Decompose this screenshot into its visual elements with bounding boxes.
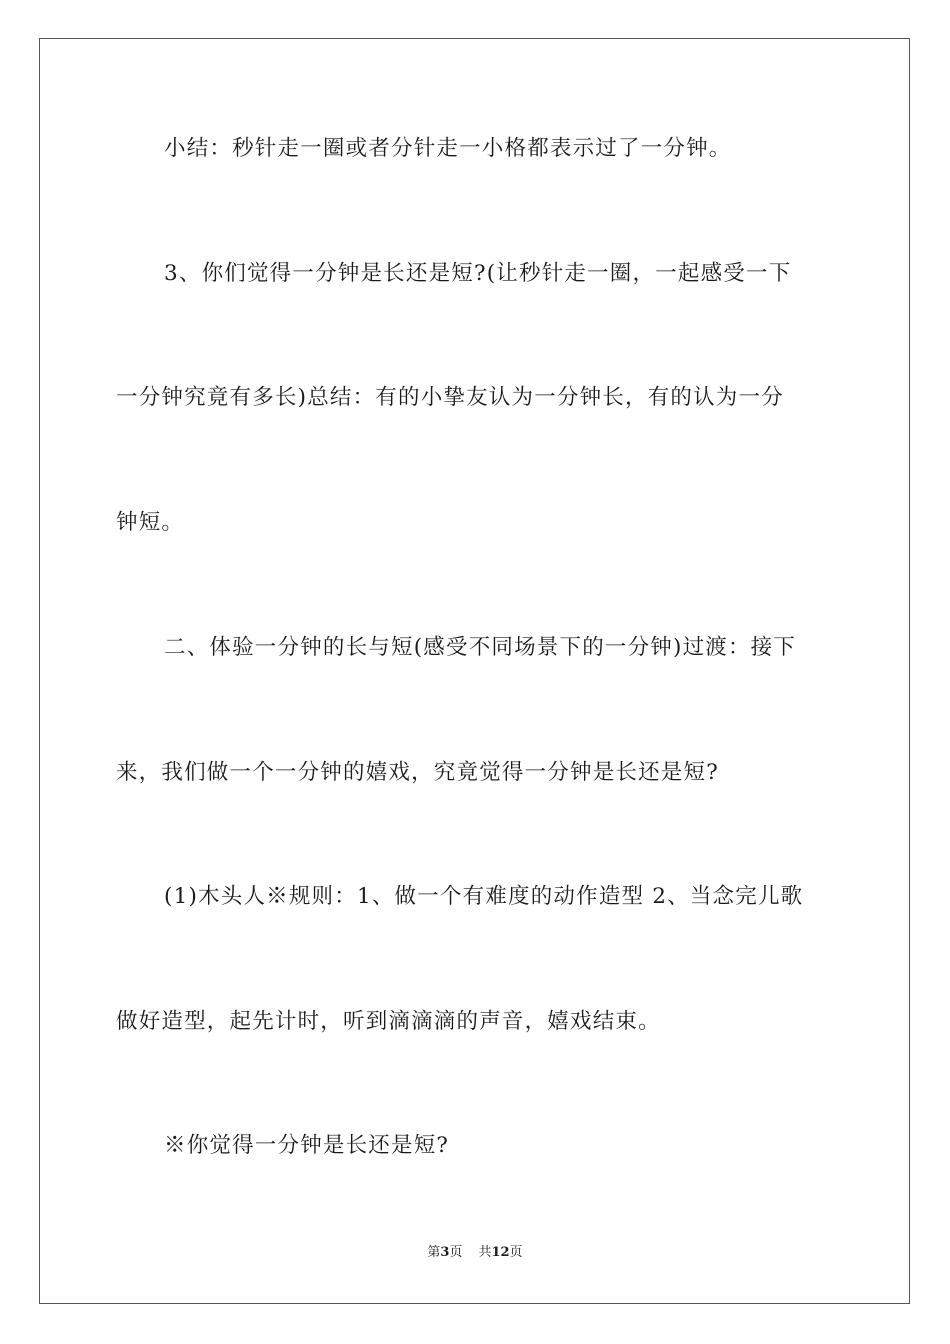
paragraph-line-7: (1)木头人※规则：1、做一个有难度的动作造型 2、当念完儿歌 bbox=[164, 884, 804, 909]
paragraph-line-9: ※你觉得一分钟是长还是短? bbox=[164, 1133, 450, 1158]
paragraph-line-1: 小结：秒针走一圈或者分针走一小格都表示过了一分钟。 bbox=[164, 136, 732, 161]
page-border bbox=[39, 38, 910, 1304]
page-prefix: 第 bbox=[427, 1245, 441, 1260]
page-suffix: 页 bbox=[449, 1245, 463, 1260]
page-total: 12 bbox=[491, 1245, 510, 1260]
paragraph-line-5: 二、体验一分钟的长与短(感受不同场景下的一分钟)过渡：接下 bbox=[164, 635, 797, 660]
page-footer bbox=[0, 1244, 950, 1262]
paragraph-line-6: 来，我们做一个一分钟的嬉戏，究竟觉得一分钟是长还是短? bbox=[116, 760, 719, 785]
paragraph-line-8: 做好造型，起先计时，听到滴滴滴的声音，嬉戏结束。 bbox=[116, 1009, 661, 1034]
paragraph-line-4: 钟短。 bbox=[116, 510, 185, 535]
total-prefix: 共 bbox=[478, 1245, 492, 1260]
paragraph-line-2: 3、你们觉得一分钟是长还是短?(让秒针走一圈，一起感受一下 bbox=[164, 261, 792, 286]
paragraph-line-3: 一分钟究竟有多长)总结：有的小挚友认为一分钟长，有的认为一分 bbox=[116, 385, 784, 410]
total-suffix: 页 bbox=[509, 1245, 523, 1260]
page-number: 3 bbox=[440, 1245, 450, 1260]
